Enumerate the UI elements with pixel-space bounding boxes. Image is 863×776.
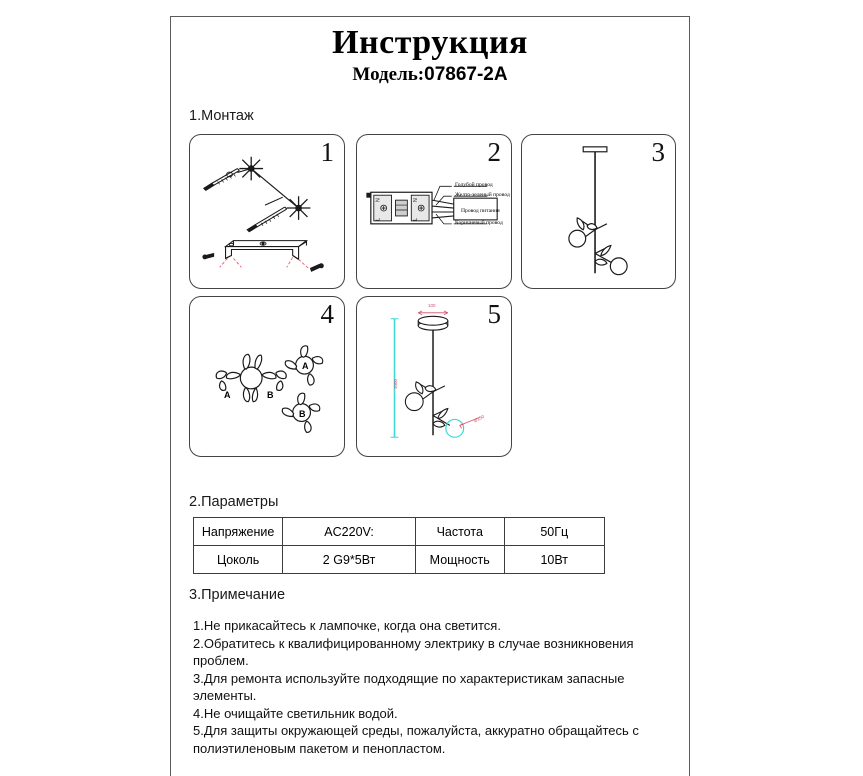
panel-number-5: 5: [487, 299, 501, 329]
wire-label-yellow-green: Желто-зеленый провод: [455, 192, 510, 198]
panel-number-3: 3: [651, 137, 665, 167]
notes-list: [193, 617, 673, 757]
petal-label-b-detail: B: [299, 409, 306, 419]
assembled-lamp-illustration: [522, 135, 675, 288]
panel-number-4: 4: [320, 299, 334, 329]
petal-label-a-center: A: [224, 390, 231, 400]
wire-label-blue: Голубой провод: [455, 182, 493, 188]
section-heading-notes: 3.Примечание: [189, 587, 286, 603]
param-key-voltage: Напряжение: [194, 518, 283, 546]
param-value-power: 10Вт: [504, 546, 604, 574]
param-key-frequency: Частота: [415, 518, 504, 546]
svg-text:L: L: [413, 217, 420, 221]
dimension-label-globe: Ø150: [473, 413, 486, 424]
page-title: Инструкция: [332, 24, 528, 61]
instruction-sheet: [170, 16, 690, 776]
step-panel-4: [189, 296, 345, 457]
dimension-label-height: 1000: [393, 378, 398, 389]
param-value-voltage: AC220V:: [283, 518, 416, 546]
step-panel-2: [356, 134, 512, 289]
list-item: 4.Не очищайте светильник водой.: [193, 705, 398, 721]
param-value-socket: 2 G9*5Вт: [283, 546, 416, 574]
param-value-frequency: 50Гц: [504, 518, 604, 546]
document-header: [171, 23, 689, 87]
step-panel-3: [521, 134, 676, 289]
decorative-petals-illustration: [190, 297, 344, 456]
section-heading-mounting: 1.Монтаж: [189, 108, 254, 124]
model-label: Модель:: [352, 64, 425, 85]
model-value: 07867-2A: [424, 64, 508, 85]
list-item: 1.Не прикасайтесь к лампочке, когда она светится.: [193, 618, 501, 633]
panel-number-2: 2: [487, 137, 501, 167]
wire-label-power: Провод питания: [461, 208, 500, 214]
panel-number-1: 1: [320, 137, 334, 167]
table-row: [194, 518, 605, 546]
step-panel-1: [189, 134, 345, 289]
list-item: 2.Обратитесь к квалифицированному электрику в случае возникновения проблем.: [193, 635, 634, 668]
wire-label-brown: Коричневый провод: [455, 220, 503, 226]
petal-label-a-detail: A: [302, 361, 309, 371]
svg-text:L: L: [375, 217, 382, 221]
list-item: 3.Для ремонта используйте подходящие по характеристикам запасные элементы.: [193, 670, 625, 703]
section-heading-parameters: 2.Параметры: [189, 494, 279, 510]
dimensions-illustration: [357, 297, 511, 456]
step-panel-5: [356, 296, 512, 457]
table-row: [194, 546, 605, 574]
mounting-bracket-illustration: [190, 135, 344, 288]
param-key-power: Мощность: [415, 546, 504, 574]
model-line: [171, 64, 689, 87]
parameters-table: [193, 517, 605, 574]
petal-label-b-center: B: [267, 390, 274, 400]
dimension-label-canopy: 100: [428, 303, 436, 308]
svg-text:N: N: [375, 198, 382, 203]
param-key-socket: Цоколь: [194, 546, 283, 574]
list-item: 5.Для защиты окружающей среды, пожалуйста, аккуратно обращайтесь с полиэтиленовым пакетом и пенопластом.: [193, 723, 639, 756]
svg-text:N: N: [413, 198, 420, 203]
